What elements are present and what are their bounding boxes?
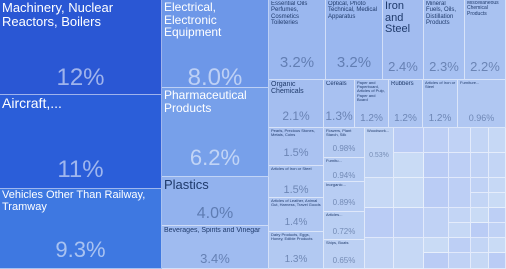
treemap-tile-minor[interactable] bbox=[449, 223, 471, 238]
treemap-tile-label: Inorganic... bbox=[326, 183, 346, 187]
treemap-tile-label: Woodwork... bbox=[367, 129, 390, 133]
treemap-tile-value: 1.3% bbox=[284, 255, 308, 265]
treemap-tile-minor[interactable] bbox=[489, 208, 506, 223]
treemap-tile-label: Furniture... bbox=[460, 81, 480, 85]
treemap-tile-minor[interactable] bbox=[424, 128, 449, 153]
treemap-tile-label: Iron and Steel bbox=[385, 1, 411, 36]
treemap-tile-label: Articles of Iron or Steel bbox=[271, 167, 312, 171]
treemap-tile[interactable] bbox=[269, 0, 326, 80]
treemap-tile[interactable] bbox=[269, 80, 324, 128]
treemap-tile[interactable] bbox=[355, 80, 389, 128]
treemap-tile-minor[interactable] bbox=[471, 253, 489, 269]
treemap-tile[interactable] bbox=[324, 158, 365, 182]
treemap-tile-minor[interactable] bbox=[489, 178, 506, 193]
treemap-tile[interactable] bbox=[324, 212, 365, 240]
treemap-tile-minor[interactable] bbox=[471, 153, 489, 178]
treemap-tile[interactable] bbox=[269, 166, 324, 198]
treemap-tile-label: Articles... bbox=[326, 213, 343, 217]
treemap-tile-value: 4.0% bbox=[196, 206, 234, 222]
treemap-tile-minor[interactable] bbox=[394, 153, 424, 178]
treemap-tile-label: Articles of Leather, Animal Gut, Harness, Travel Goods bbox=[271, 199, 321, 208]
treemap-tile-minor[interactable] bbox=[449, 238, 471, 253]
treemap-tile-value: 12% bbox=[56, 66, 105, 90]
treemap-tile-value: 1.5% bbox=[283, 185, 309, 196]
treemap-tile-value: 0.98% bbox=[332, 145, 356, 153]
treemap-tile-value: 0.65% bbox=[332, 257, 356, 265]
treemap-tile-minor[interactable] bbox=[394, 178, 424, 208]
treemap-tile-minor[interactable] bbox=[449, 208, 471, 223]
treemap-tile-minor[interactable] bbox=[471, 223, 489, 238]
treemap-tile-value: 1.2% bbox=[394, 114, 417, 124]
treemap-tile-label: Vehicles Other Than Railway, Tramway bbox=[2, 190, 146, 213]
treemap-tile-value: 2.3% bbox=[429, 60, 459, 73]
treemap-tile-label: Articles of Iron or Steel bbox=[425, 81, 456, 90]
treemap-tile[interactable] bbox=[162, 177, 269, 226]
treemap-tile-minor[interactable] bbox=[424, 178, 449, 208]
treemap-tile-minor[interactable] bbox=[424, 253, 449, 269]
treemap-tile-label: Cereals bbox=[326, 81, 347, 87]
treemap-tile-label: Beverages, Spirits and Vinegar bbox=[164, 227, 261, 234]
treemap-tile-value: 1.3% bbox=[325, 110, 353, 122]
treemap-tile[interactable] bbox=[458, 80, 506, 128]
treemap-tile-minor[interactable] bbox=[424, 238, 449, 253]
treemap-tile[interactable] bbox=[0, 95, 162, 189]
treemap-tile-label: Paper and Paperboard, Articles of Pulp, Paper and Board bbox=[357, 81, 385, 102]
treemap-tile-minor[interactable] bbox=[471, 238, 489, 253]
treemap-tile-value: 1.2% bbox=[360, 114, 383, 124]
treemap-tile-label: Machinery, Nuclear Reactors, Boilers bbox=[2, 1, 114, 29]
treemap-tile-minor[interactable] bbox=[489, 253, 506, 269]
treemap-tile-minor[interactable] bbox=[394, 128, 424, 153]
treemap-tile-minor[interactable] bbox=[449, 128, 471, 153]
treemap-tile[interactable] bbox=[324, 182, 365, 212]
treemap-tile-value: 2.4% bbox=[388, 60, 418, 73]
treemap-tile-minor[interactable] bbox=[471, 128, 489, 153]
treemap-tile-minor[interactable] bbox=[449, 253, 471, 269]
treemap-tile-label: Ships, Boats bbox=[326, 241, 349, 245]
treemap-tile-label: Mineral Fuels, Oils, Distillation Products bbox=[426, 1, 457, 26]
treemap-tile-minor[interactable] bbox=[489, 238, 506, 253]
treemap-tile[interactable] bbox=[465, 0, 506, 80]
treemap-tile-label: Furnitu... bbox=[326, 159, 342, 163]
treemap-tile-value: 0.89% bbox=[332, 199, 356, 207]
treemap-tile[interactable] bbox=[324, 240, 365, 269]
treemap-tile[interactable] bbox=[162, 88, 269, 177]
treemap-tile-value: 0.53% bbox=[369, 152, 389, 159]
treemap-tile-label: Organic Chemicals bbox=[271, 81, 304, 96]
treemap-tile-value: 0.72% bbox=[332, 228, 356, 236]
treemap-tile[interactable] bbox=[326, 0, 383, 80]
treemap-tile[interactable] bbox=[269, 232, 324, 269]
treemap-tile-minor[interactable] bbox=[471, 178, 489, 193]
treemap-tile-label: Dairy Products, Eggs, Honey, Edible Products bbox=[271, 233, 313, 242]
treemap-tile-minor[interactable] bbox=[489, 153, 506, 178]
treemap-tile[interactable] bbox=[0, 0, 162, 95]
treemap-tile-label: Plastics bbox=[164, 178, 209, 192]
treemap-tile[interactable] bbox=[365, 128, 394, 178]
treemap-tile-value: 3.2% bbox=[336, 55, 372, 70]
treemap-tile-value: 11% bbox=[57, 158, 104, 182]
treemap-tile-value: 0.94% bbox=[332, 172, 356, 180]
treemap-tile-value: 2.2% bbox=[470, 60, 500, 73]
treemap-tile-label: Pharmaceutical Products bbox=[164, 89, 247, 115]
treemap-tile-label: Miscellaneous Chemical Products bbox=[467, 1, 499, 17]
treemap-tile-label: Optical, Photo Technical, Medical Apparatus bbox=[328, 1, 378, 20]
treemap-tile-value: 6.2% bbox=[189, 147, 241, 169]
treemap-tile-label: Flowers, Plant Starch, Silk bbox=[326, 129, 352, 138]
treemap-tile-value: 1.4% bbox=[284, 218, 308, 228]
treemap-tile[interactable] bbox=[424, 0, 465, 80]
treemap-tile-minor[interactable] bbox=[471, 193, 489, 208]
treemap-tile-value: 0.96% bbox=[468, 114, 495, 123]
treemap-tile[interactable] bbox=[162, 0, 269, 88]
treemap-tile-minor[interactable] bbox=[394, 208, 424, 238]
treemap-tile-value: 3.4% bbox=[200, 252, 230, 265]
treemap-tile-minor[interactable] bbox=[489, 193, 506, 208]
treemap-tile-value: 1.2% bbox=[428, 114, 452, 124]
treemap-tile-minor[interactable] bbox=[424, 153, 449, 178]
treemap-tile[interactable] bbox=[269, 128, 324, 166]
treemap-tile-minor[interactable] bbox=[394, 238, 424, 269]
treemap-tile[interactable] bbox=[162, 226, 269, 269]
treemap-tile[interactable] bbox=[0, 189, 162, 269]
treemap-tile-label: Rubbers bbox=[391, 81, 414, 87]
treemap-tile[interactable] bbox=[324, 128, 365, 158]
treemap-tile-minor[interactable] bbox=[424, 208, 449, 238]
treemap-tile-minor[interactable] bbox=[489, 223, 506, 238]
treemap-tile-value: 9.3% bbox=[55, 239, 106, 261]
treemap-tile-value: 1.5% bbox=[283, 148, 309, 159]
treemap-tile-label: Electrical, Electronic Equipment bbox=[164, 1, 222, 39]
treemap-tile-minor[interactable] bbox=[365, 178, 394, 208]
treemap-tile-label: Aircraft,... bbox=[2, 96, 62, 111]
treemap-tile-minor[interactable] bbox=[449, 153, 471, 178]
treemap-tile[interactable] bbox=[269, 198, 324, 232]
treemap-tile-label: Pearls, Precious Stones, Metals, Coins bbox=[271, 129, 315, 138]
treemap-tile-value: 2.1% bbox=[282, 110, 310, 122]
treemap-tile-minor[interactable] bbox=[365, 208, 394, 238]
treemap-tile-minor[interactable] bbox=[449, 178, 471, 208]
treemap-tile-label: Essential Oils Perfumes, Cosmetics Toileteries bbox=[271, 1, 308, 26]
treemap-tile-minor[interactable] bbox=[471, 208, 489, 223]
treemap-tile[interactable] bbox=[423, 80, 458, 128]
treemap-tile-value: 8.0% bbox=[187, 66, 243, 88]
treemap-tile-minor[interactable] bbox=[489, 128, 506, 153]
treemap-tile[interactable] bbox=[324, 80, 355, 128]
treemap-tile-value: 3.2% bbox=[279, 55, 315, 70]
treemap-tile[interactable] bbox=[383, 0, 424, 80]
treemap-tile[interactable] bbox=[389, 80, 423, 128]
treemap-tile-minor[interactable] bbox=[365, 238, 394, 269]
